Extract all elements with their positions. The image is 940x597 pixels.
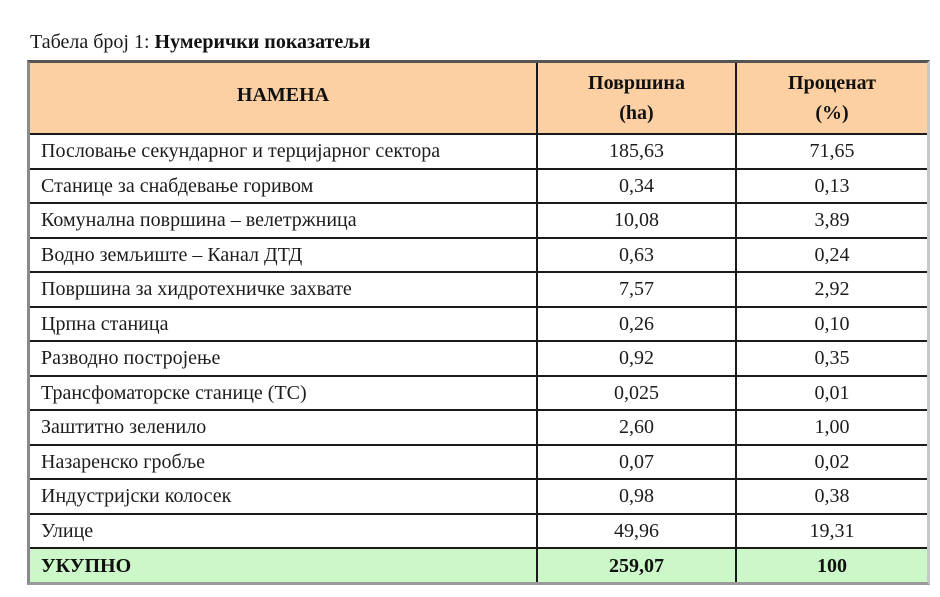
row-name: Назаренско гробље [30, 445, 537, 480]
row-name: Станице за снабдевање горивом [30, 169, 537, 204]
table-row [30, 169, 927, 204]
total-row [30, 548, 927, 582]
header-percent [736, 63, 927, 134]
table-caption [30, 30, 370, 54]
row-percent: 1,00 [736, 410, 927, 445]
numeric-indicators-table [27, 60, 930, 585]
table-row [30, 134, 927, 169]
row-name: Заштитно зеленило [30, 410, 537, 445]
table-row [30, 445, 927, 480]
table-row [30, 410, 927, 445]
table-row [30, 307, 927, 342]
row-area: 0,26 [537, 307, 736, 342]
row-area: 0,98 [537, 479, 736, 514]
row-name: Комунална површина – велетржница [30, 203, 537, 238]
row-area: 7,57 [537, 272, 736, 307]
row-name: Улице [30, 514, 537, 549]
header-row [30, 63, 927, 134]
row-area: 2,60 [537, 410, 736, 445]
header-area [537, 63, 736, 134]
row-percent: 71,65 [736, 134, 927, 169]
row-percent: 0,02 [736, 445, 927, 480]
row-percent: 3,89 [736, 203, 927, 238]
row-percent: 0,01 [736, 376, 927, 411]
header-area-label: Површина [588, 72, 685, 94]
header-percent-label: Проценат [788, 72, 876, 94]
table-row [30, 341, 927, 376]
table-row [30, 479, 927, 514]
table-row [30, 272, 927, 307]
header-area-unit: (ha) [619, 102, 654, 124]
row-name: Разводно постројење [30, 341, 537, 376]
data-table [30, 63, 927, 582]
row-area: 185,63 [537, 134, 736, 169]
row-area: 0,34 [537, 169, 736, 204]
row-percent: 19,31 [736, 514, 927, 549]
row-area: 0,63 [537, 238, 736, 273]
row-name: Индустријски колосек [30, 479, 537, 514]
row-name: Црпна станица [30, 307, 537, 342]
caption-prefix: Табела број 1: [30, 31, 155, 53]
row-percent: 0,38 [736, 479, 927, 514]
total-area: 259,07 [537, 548, 736, 582]
row-area: 0,025 [537, 376, 736, 411]
header-percent-unit: (%) [815, 102, 849, 124]
row-area: 0,07 [537, 445, 736, 480]
table-row [30, 203, 927, 238]
row-area: 49,96 [537, 514, 736, 549]
row-percent: 2,92 [736, 272, 927, 307]
header-purpose-label: НАМЕНА [236, 84, 330, 106]
row-area: 0,92 [537, 341, 736, 376]
table-row [30, 376, 927, 411]
table-row [30, 238, 927, 273]
table-row [30, 514, 927, 549]
total-percent: 100 [736, 548, 927, 582]
total-label: УКУПНО [30, 548, 537, 582]
row-name: Водно земљиште – Канал ДТД [30, 238, 537, 273]
row-percent: 0,24 [736, 238, 927, 273]
row-name: Трансфоматорске станице (ТС) [30, 376, 537, 411]
row-name: Површина за хидротехничке захвате [30, 272, 537, 307]
row-name: Пословање секундарног и терцијарног сектора [30, 134, 537, 169]
row-percent: 0,35 [736, 341, 927, 376]
row-percent: 0,10 [736, 307, 927, 342]
row-area: 10,08 [537, 203, 736, 238]
header-purpose [30, 63, 537, 134]
caption-title: Нумерички показатељи [154, 31, 371, 53]
row-percent: 0,13 [736, 169, 927, 204]
